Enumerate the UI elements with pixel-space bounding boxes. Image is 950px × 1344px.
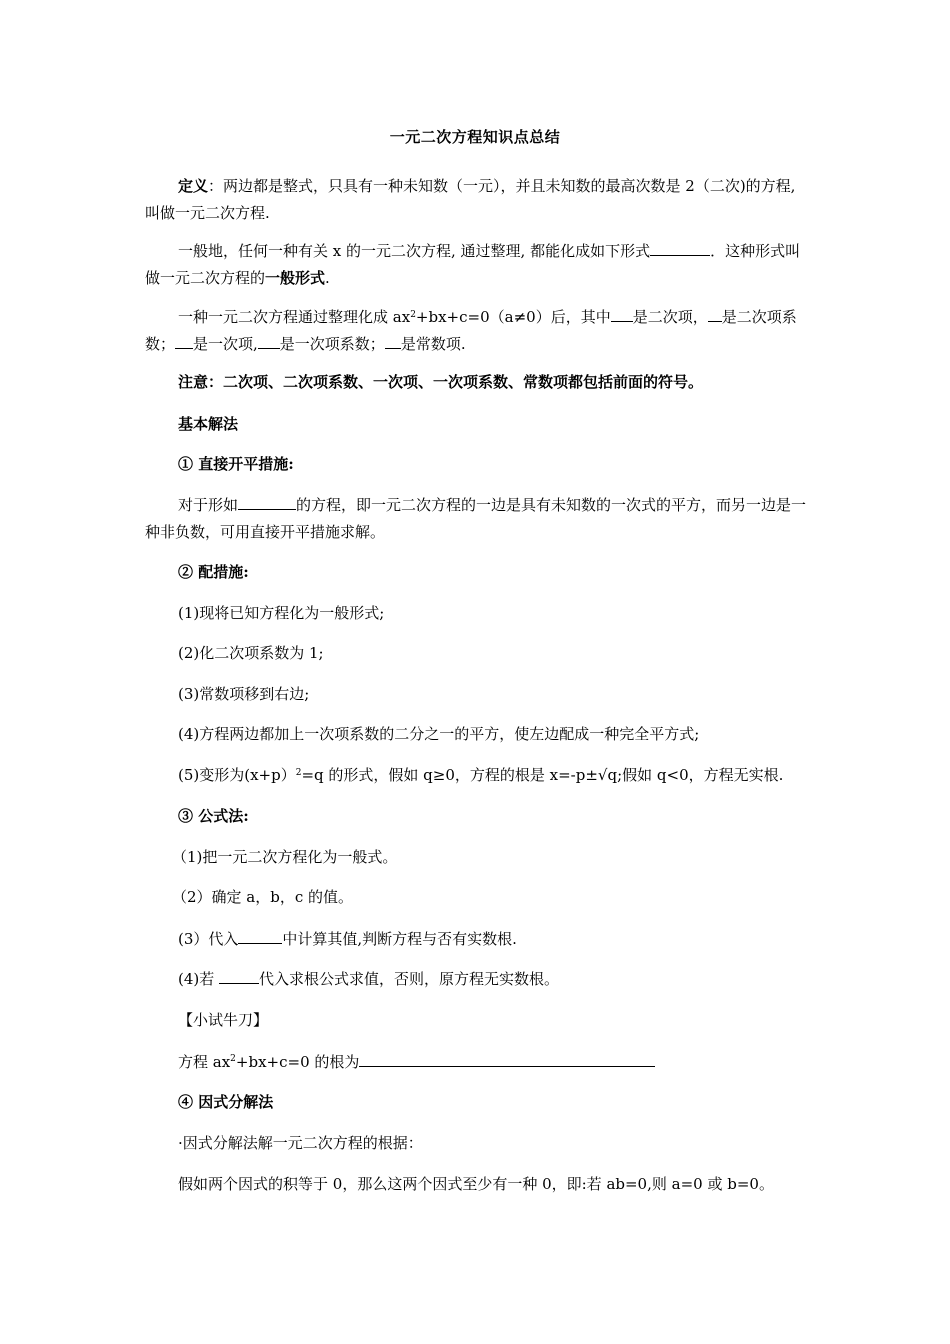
general-form-text-c: . xyxy=(325,269,330,287)
definition-text: ：两边都是整式，只具有一种未知数（一元），并且未知数的最高次数是 2（二次)的方程,叫做一元二次方程. xyxy=(145,177,796,222)
method3-step-3 xyxy=(178,926,517,951)
method4-heading: ④ 因式分解法 xyxy=(178,1093,274,1111)
method3-step4-text-a: (4)若 xyxy=(178,970,220,988)
terms-text-b: +bx+c=0（a≠0）后，其中 xyxy=(415,308,611,326)
definition-paragraph xyxy=(145,173,810,227)
method3-step-1: （1)把一元二次方程化为一般式。 xyxy=(172,848,398,866)
terms-blank-3 xyxy=(175,331,193,349)
method1-blank xyxy=(238,492,296,510)
terms-t5: 是常数项. xyxy=(400,335,466,353)
method2-heading: ② 配措施: xyxy=(178,563,249,581)
basic-methods-heading: 基本解法 xyxy=(178,415,239,433)
method1-heading: ① 直接开平措施: xyxy=(178,455,294,473)
method3-step-4 xyxy=(178,966,559,991)
method1-text-b: 的方程，即一元二次方程的一边是具有未知数的一次式的平方，而另一边是一种非负数，可用直接开平措施求解。 xyxy=(145,496,807,541)
practice-answer-blank xyxy=(359,1049,655,1067)
method2-step-2: (2)化二次项系数为 1; xyxy=(178,644,324,662)
method4-line-1: ·因式分解法解一元二次方程的根据： xyxy=(178,1134,423,1152)
general-form-blank xyxy=(650,238,710,256)
terms-blank-2 xyxy=(708,304,722,322)
method3-heading: ③ 公式法: xyxy=(178,807,249,825)
practice-superscript: 2 xyxy=(230,1054,236,1064)
terms-blank-1 xyxy=(611,304,633,322)
general-form-text-b: ．这种形式叫做一元二次方程的 xyxy=(145,242,801,287)
method1-text-a: 对于形如 xyxy=(178,496,239,514)
method2-step-4: (4)方程两边都加上一次项系数的二分之一的平方，使左边配成一种完全平方式; xyxy=(178,725,700,743)
terms-paragraph xyxy=(145,304,810,358)
note-text: 注意：二次项、二次项系数、一次项、一次项系数、常数项都包括前面的符号。 xyxy=(178,373,704,391)
method3-step3-blank xyxy=(238,926,282,944)
general-form-paragraph xyxy=(145,238,810,292)
terms-t1: 是二次项， xyxy=(632,308,708,326)
terms-blank-5 xyxy=(385,331,401,349)
practice-text-b: +bx+c=0 的根为 xyxy=(235,1053,360,1071)
practice-text-a: 方程 ax xyxy=(178,1053,231,1071)
terms-superscript: 2 xyxy=(410,310,416,320)
method3-step4-text-b: 代入求根公式求值，否则，原方程无实数根。 xyxy=(259,970,560,988)
method2-step5-superscript: 2 xyxy=(295,768,302,778)
method3-step-2: （2）确定 a，b，c 的值。 xyxy=(172,888,354,906)
general-form-text-a: 一般地，任何一种有关 x 的一元二次方程, 通过整理, 都能化成如下形式 xyxy=(178,242,651,260)
method4-line-2: 假如两个因式的积等于 0，那么这两个因式至少有一种 0，即:若 ab=0,则 a=0 或 b=0。 xyxy=(178,1175,774,1193)
page-title: 一元二次方程知识点总结 xyxy=(389,128,561,146)
definition-label: 定义 xyxy=(178,177,209,195)
method2-step-1: (1)现将已知方程化为一般形式; xyxy=(178,604,385,622)
general-form-emphasis: 一般形式 xyxy=(265,269,326,287)
method1-paragraph xyxy=(145,492,810,546)
terms-t2: 是二次项系数； xyxy=(145,308,797,353)
terms-t3: 是一次项, xyxy=(193,335,258,353)
method2-step5-text-b: =q 的形式，假如 q≥0，方程的根是 x=-p±√q;假如 q<0，方程无实根. xyxy=(301,766,784,784)
method3-step3-text-b: 中计算其值,判断方程与否有实数根. xyxy=(282,930,517,948)
method2-step-5 xyxy=(178,763,783,787)
practice-heading: 【小试牛刀】 xyxy=(178,1011,269,1029)
method3-step4-blank xyxy=(219,966,259,984)
method2-step5-text-a: (5)变形为(x+p） xyxy=(178,766,296,784)
method3-step3-text-a: (3）代入 xyxy=(178,930,239,948)
terms-t4: 是一次项系数； xyxy=(279,335,385,353)
practice-question xyxy=(178,1049,655,1074)
method2-step-3: (3)常数项移到右边; xyxy=(178,685,310,703)
terms-text-a: 一种一元二次方程通过整理化成 ax xyxy=(178,308,411,326)
terms-blank-4 xyxy=(258,331,280,349)
